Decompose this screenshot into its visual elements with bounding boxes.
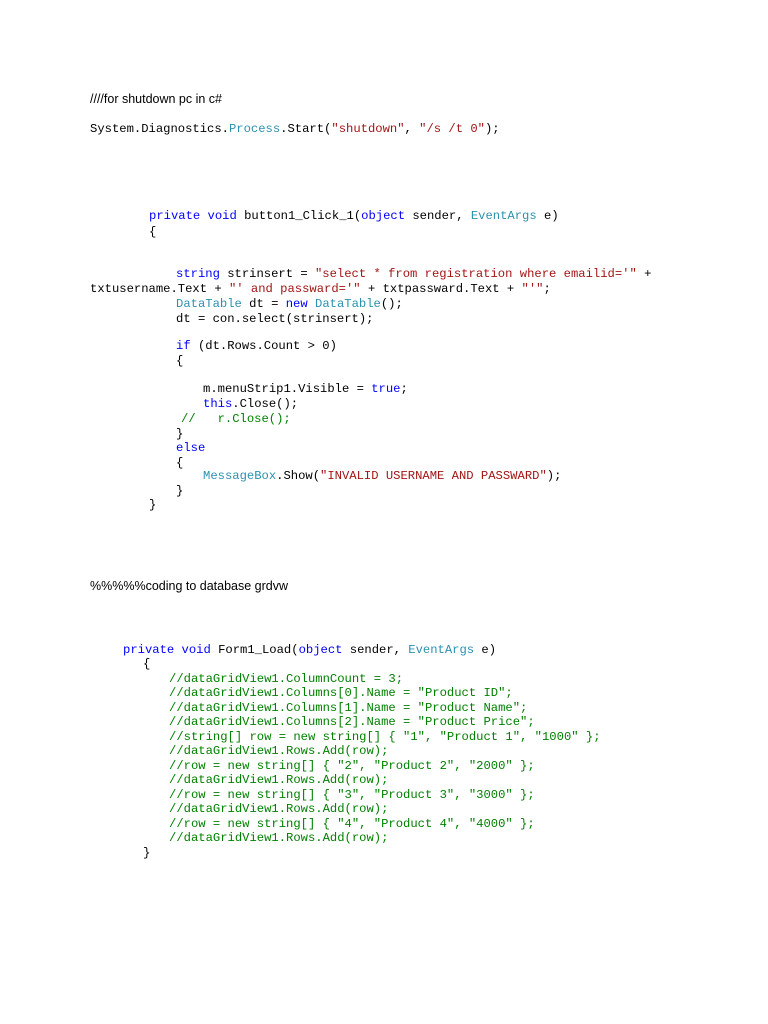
strinsert-line: string strinsert = "select * from registration where emailid='" + <box>176 267 652 281</box>
menustrip-line: m.menuStrip1.Visible = true; <box>203 382 408 396</box>
code-brace: { <box>143 657 151 671</box>
comment-line: //dataGridView1.Columns[1].Name = "Product Name"; <box>169 701 528 715</box>
comment-line: //dataGridView1.Columns[0].Name = "Product ID"; <box>169 686 513 700</box>
shutdown-code-line: System.Diagnostics.Process.Start("shutdown", "/s /t 0"); <box>90 122 500 136</box>
comment-line: //dataGridView1.Rows.Add(row); <box>169 831 389 845</box>
code-brace: } <box>176 484 184 498</box>
comment-line: //row = new string[] { "2", "Product 2", "2000" }; <box>169 759 535 773</box>
comment-line: //dataGridView1.ColumnCount = 3; <box>169 672 404 686</box>
comment-line: //dataGridView1.Rows.Add(row); <box>169 802 389 816</box>
else-line: else <box>176 441 206 455</box>
comment-line: //dataGridView1.Rows.Add(row); <box>169 744 389 758</box>
code-brace: { <box>149 225 157 239</box>
comment-line: //row = new string[] { "3", "Product 3", "3000" }; <box>169 788 535 802</box>
code-brace: } <box>176 427 184 441</box>
commented-close-line: // r.Close(); <box>181 412 291 426</box>
comment-line: //row = new string[] { "4", "Product 4", "4000" }; <box>169 817 535 831</box>
datatable-line: DataTable dt = new DataTable(); <box>176 297 403 311</box>
code-brace: } <box>149 498 157 512</box>
grdvw-heading: %%%%%coding to database grdvw <box>90 579 289 593</box>
close-line: this.Close(); <box>203 397 299 411</box>
strinsert-continuation-line: txtusername.Text + "' and passward='" + txtpassward.Text + "'"; <box>90 282 551 296</box>
code-brace: } <box>143 846 151 860</box>
if-line: if (dt.Rows.Count > 0) <box>176 339 337 353</box>
form-load-signature: private void Form1_Load(object sender, EventArgs e) <box>123 643 497 657</box>
comment-line: //dataGridView1.Rows.Add(row); <box>169 773 389 787</box>
shutdown-heading: ////for shutdown pc in c# <box>90 92 223 106</box>
comment-line: //dataGridView1.Columns[2].Name = "Product Price"; <box>169 715 535 729</box>
comment-line: //string[] row = new string[] { "1", "Product 1", "1000" }; <box>169 730 601 744</box>
select-line: dt = con.select(strinsert); <box>176 312 374 326</box>
code-brace: { <box>176 354 184 368</box>
button-click-signature: private void button1_Click_1(object sender, EventArgs e) <box>149 209 559 223</box>
code-brace: { <box>176 456 184 470</box>
messagebox-line: MessageBox.Show("INVALID USERNAME AND PASSWARD"); <box>203 469 562 483</box>
